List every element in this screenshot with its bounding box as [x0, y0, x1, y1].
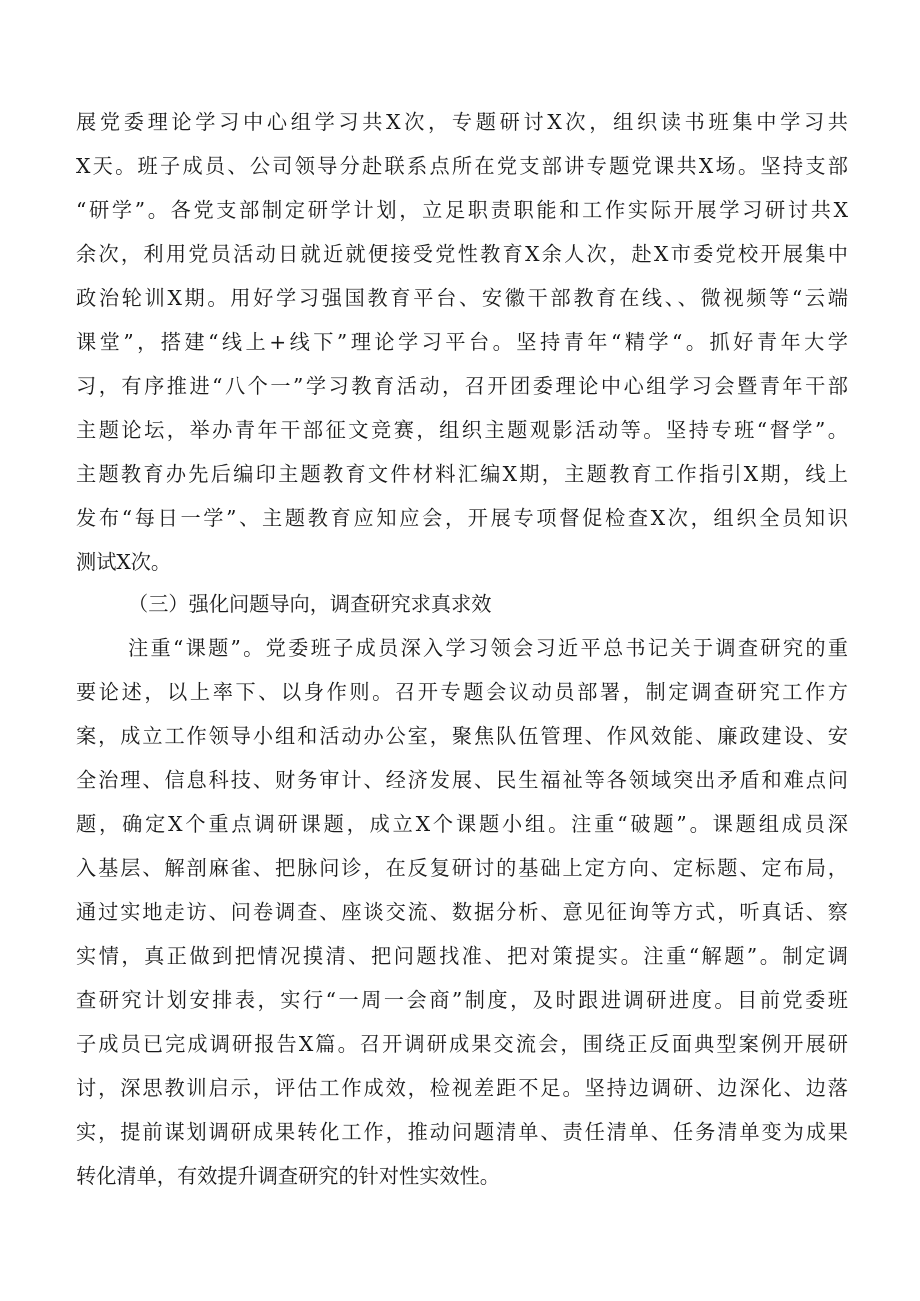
- paragraph-1-line-2: X天。班子成员、公司领导分赴联系点所在党支部讲专题党课共X场。坚持支部: [76, 154, 848, 178]
- paragraph-2-line-12: 实，提前谋划调研成果转化工作，推动问题清单、责任清单、任务清单变为成果: [76, 1120, 848, 1144]
- paragraph-1-line-10: 发布“每日一学”、主题教育应知应会，开展专项督促检查X次，组织全员知识: [76, 506, 848, 530]
- paragraph-2-line-5: 题，确定X个重点调研课题，成立X个课题小组。注重“破题”。课题组成员深: [76, 812, 848, 836]
- paragraph-2-line-7: 通过实地走访、问卷调查、座谈交流、数据分析、意见征询等方式，听真话、察: [76, 900, 848, 924]
- paragraph-2-line-1: 注重“课题”。党委班子成员深入学习领会习近平总书记关于调查研究的重: [128, 636, 848, 660]
- section-heading: （三）强化问题导向，调查研究求真求效: [128, 592, 492, 616]
- paragraph-1-line-5: 政治轮训X期。用好学习强国教育平台、安徽干部教育在线、、微视频等“云端: [76, 286, 848, 310]
- paragraph-2-line-9: 查研究计划安排表，实行“一周一会商”制度，及时跟进调研进度。目前党委班: [76, 988, 848, 1012]
- paragraph-2-line-11: 讨，深思教训启示，评估工作成效，检视差距不足。坚持边调研、边深化、边落: [76, 1076, 848, 1100]
- paragraph-1-line-6: 课堂”，搭建“线上+线下”理论学习平台。坚持青年“精学“。抓好青年大学: [76, 330, 848, 354]
- paragraph-1-line-3: “研学”。各党支部制定研学计划，立足职责职能和工作实际开展学习研讨共X: [76, 198, 848, 222]
- paragraph-1-line-1: 展党委理论学习中心组学习共X次，专题研讨X次，组织读书班集中学习共: [76, 110, 848, 134]
- paragraph-2-line-4: 全治理、信息科技、财务审计、经济发展、民生福祉等各领域突出矛盾和难点问: [76, 768, 848, 792]
- paragraph-2-line-13: 转化清单，有效提升调查研究的针对性实效性。: [76, 1164, 500, 1188]
- paragraph-2-line-3: 案，成立工作领导小组和活动办公室，聚焦队伍管理、作风效能、廉政建设、安: [76, 724, 848, 748]
- paragraph-2-line-6: 入基层、解剖麻雀、把脉问诊，在反复研讨的基础上定方向、定标题、定布局，: [76, 856, 848, 880]
- paragraph-2-line-8: 实情，真正做到把情况摸清、把问题找准、把对策提实。注重“解题”。制定调: [76, 944, 848, 968]
- paragraph-1-line-11: 测试X次。: [76, 550, 172, 574]
- paragraph-1-line-8: 主题论坛，举办青年干部征文竞赛，组织主题观影活动等。坚持专班“督学”。: [76, 418, 848, 442]
- paragraph-1-line-9: 主题教育办先后编印主题教育文件材料汇编X期，主题教育工作指引X期，线上: [76, 462, 848, 486]
- paragraph-2-line-10: 子成员已完成调研报告X篇。召开调研成果交流会，围绕正反面典型案例开展研: [76, 1032, 848, 1056]
- paragraph-2-line-2: 要论述，以上率下、以身作则。召开专题会议动员部署，制定调查研究工作方: [76, 680, 848, 704]
- paragraph-1-line-4: 余次，利用党员活动日就近就便接受党性教育X余人次，赴X市委党校开展集中: [76, 242, 848, 266]
- paragraph-1-line-7: 习，有序推进“八个一”学习教育活动，召开团委理论中心组学习会暨青年干部: [76, 374, 848, 398]
